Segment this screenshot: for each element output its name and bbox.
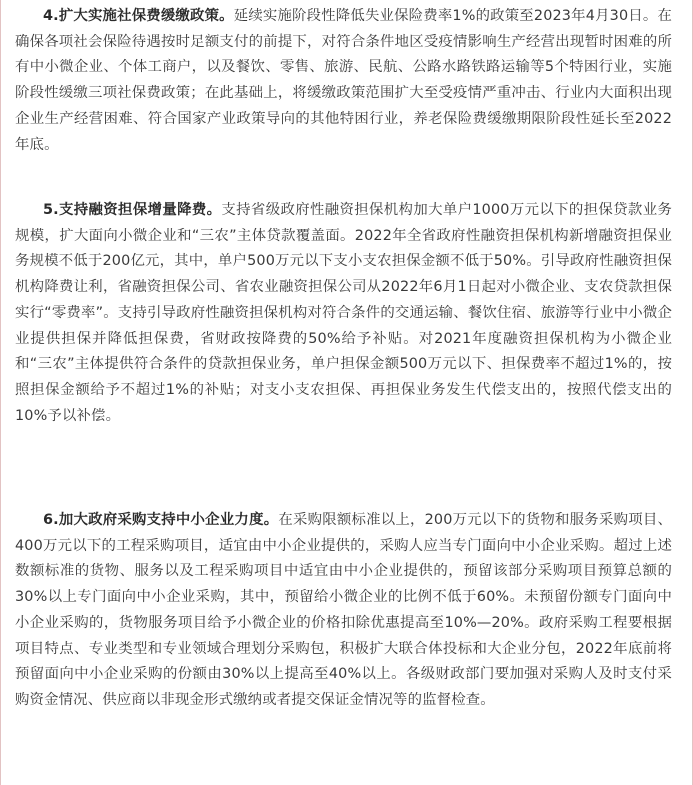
paragraph-body: 支持省级政府性融资担保机构加大单户1000万元以下的担保贷款业务规模，扩大面向小微企业和“三农”主体贷款覆盖面。2022年全省政府性融资担保机构新增融资担保业务规模不低于200亿元，其中，单户500万元以下支小支农担保金额不低于50%。引导政府性融资担保机构降费让利，省融资担保公司、省农业融资担保公司从2022年6月1日起对小微企业、支农贷款担保实行“零费率”。支持引导政府性融资担保机构对符合条件的交通运输、餐饮住宿、旅游等行业中小微企业提供担保并降低担保费，省财政按降费的50%给予补贴。对2021年度融资担保机构为小微企业和“三农”主体提供符合条件的贷款担保业务，单户担保金额500万元以下、担保费率不超过1%的，按照担保金额给予不超过1%的补贴；对支小支农担保、再担保业务发生代偿支出的，按照代偿支出的10%予以补偿。 (15, 202, 672, 424)
policy-paragraph-5 (15, 198, 672, 429)
paragraph-heading: 6.加大政府采购支持中小企业力度。 (43, 512, 279, 528)
paragraph-body: 延续实施阶段性降低失业保险费率1%的政策至2023年4月30日。在确保各项社会保险待遇按时足额支付的前提下，对符合条件地区受疫情影响生产经营出现暂时困难的所有中小微企业、个体工商户，以及餐饮、零售、旅游、民航、公路水路铁路运输等5个特困行业，实施阶段性缓缴三项社保费政策；在此基础上，将缓缴政策范围扩大至受疫情严重冲击、行业内大面积出现企业生产经营困难、符合国家产业政策导向的其他特困行业，养老保险费缓缴期限阶段性延长至2022年底。 (15, 8, 672, 153)
policy-paragraph-4 (15, 4, 672, 158)
paragraph-heading: 4.扩大实施社保费缓缴政策。 (43, 8, 234, 24)
paragraph-heading: 5.支持融资担保增量降费。 (43, 202, 222, 218)
paragraph-body: 在采购限额标准以上，200万元以下的货物和服务采购项目、400万元以下的工程采购项目，适宜由中小企业提供的，采购人应当专门面向中小企业采购。超过上述数额标准的货物、服务以及工程采购项目中适宜由中小企业提供的，预留该部分采购项目预算总额的30%以上专门面向中小企业采购，其中，预留给小微企业的比例不低于60%。未预留份额专门面向中小企业采购的，货物服务项目给予小微企业的价格扣除优惠提高至10%—20%。政府采购工程要根据项目特点、专业类型和专业领域合理划分采购包，积极扩大联合体投标和大企业分包，2022年底前将预留面向中小企业采购的份额由30%以上提高至40%以上。各级财政部门要加强对采购人及时支付采购资金情况、供应商以非现金形式缴纳或者提交保证金情况等的监督检查。 (15, 512, 673, 708)
policy-paragraph-6 (15, 508, 672, 714)
